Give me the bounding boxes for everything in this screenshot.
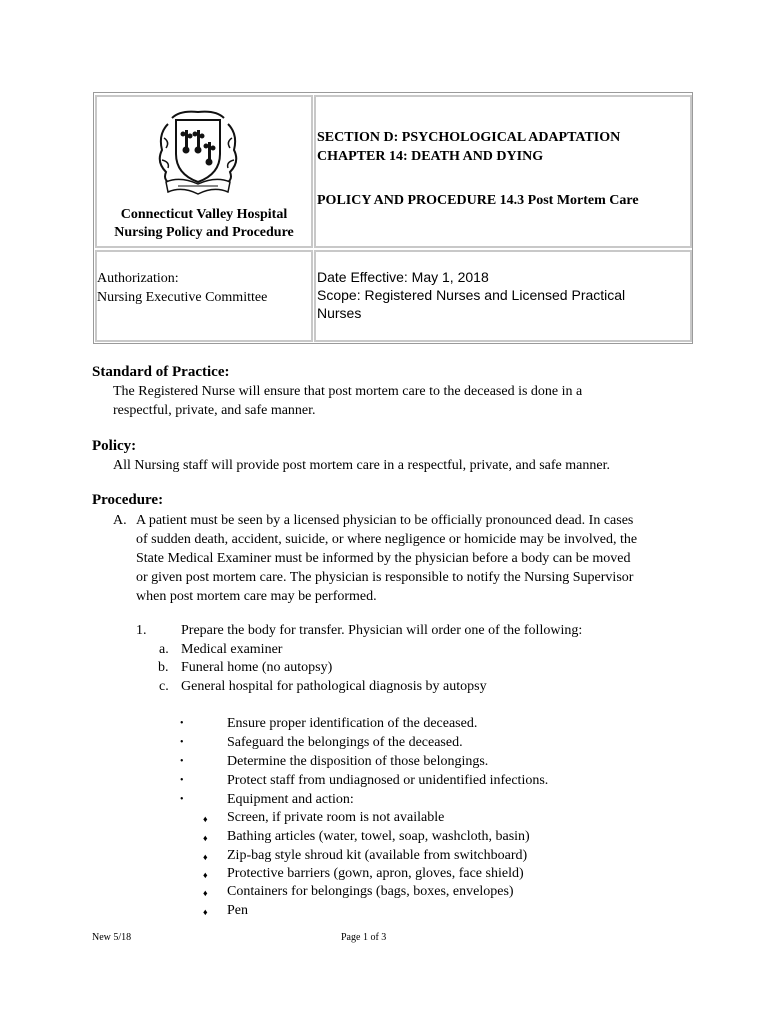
option-label: c. bbox=[159, 679, 169, 694]
bullet-text: Equipment and action: bbox=[227, 792, 354, 807]
section-chapter-title bbox=[317, 128, 620, 166]
scope-line: Nurses bbox=[317, 305, 362, 321]
step-1-label: 1. bbox=[136, 623, 147, 638]
bullet-text: Protect staff from undiagnosed or unidentified infections. bbox=[227, 773, 549, 788]
bullet-text: Ensure proper identification of the deceased. bbox=[227, 716, 478, 731]
diamond-bullet-icon: ♦ bbox=[203, 814, 208, 824]
bullet-icon: • bbox=[180, 718, 184, 729]
bullet-text: Determine the disposition of those belongings. bbox=[227, 754, 489, 769]
bullet-text: Safeguard the belongings of the deceased. bbox=[227, 735, 463, 750]
equipment-item: Zip-bag style shroud kit (available from switchboard) bbox=[227, 848, 528, 863]
hospital-name-line: Nursing Policy and Procedure bbox=[114, 225, 294, 240]
procedure-a-label: A. bbox=[113, 513, 127, 528]
procedure-heading: Procedure: bbox=[92, 492, 164, 508]
diamond-bullet-icon: ♦ bbox=[203, 907, 208, 917]
equipment-item: Bathing articles (water, towel, soap, washcloth, basin) bbox=[227, 829, 530, 844]
procedure-a-line: A patient must be seen by a licensed physician to be officially pronounced dead. In cases bbox=[136, 513, 634, 528]
standard-text bbox=[113, 382, 582, 420]
authorization-label: Authorization: bbox=[97, 271, 179, 286]
option-label: b. bbox=[158, 660, 169, 675]
procedure-a-line: or given post mortem care. The physician is responsible to notify the Nursing Supervisor bbox=[136, 570, 634, 585]
hospital-name-line: Connecticut Valley Hospital bbox=[120, 207, 288, 222]
policy-title: POLICY AND PROCEDURE 14.3 Post Mortem Care bbox=[317, 193, 639, 208]
option-label: a. bbox=[159, 642, 169, 657]
equipment-item: Pen bbox=[227, 903, 248, 918]
diamond-bullet-icon: ♦ bbox=[203, 870, 208, 880]
diamond-bullet-icon: ♦ bbox=[203, 833, 208, 843]
procedure-a-line: of sudden death, accident, suicide, or where negligence or homicide may be involved, the bbox=[136, 532, 638, 547]
procedure-a-line: State Medical Examiner must be informed by the physician before a body can be moved bbox=[136, 551, 631, 566]
step-1-text: Prepare the body for transfer. Physician will order one of the following: bbox=[181, 623, 583, 638]
option-text: Funeral home (no autopsy) bbox=[181, 660, 333, 675]
section-title: SECTION D: PSYCHOLOGICAL ADAPTATION bbox=[317, 130, 621, 145]
footer-page-number: Page 1 of 3 bbox=[341, 932, 387, 943]
diamond-bullet-icon: ♦ bbox=[203, 888, 208, 898]
authorization-value: Nursing Executive Committee bbox=[97, 290, 268, 305]
policy-heading: Policy: bbox=[92, 438, 137, 454]
state-seal-icon bbox=[150, 104, 246, 200]
bullet-icon: • bbox=[180, 756, 184, 767]
equipment-item: Containers for belongings (bags, boxes, envelopes) bbox=[227, 884, 514, 899]
chapter-title: CHAPTER 14: DEATH AND DYING bbox=[317, 149, 544, 164]
bullet-icon: • bbox=[180, 794, 184, 805]
footer-version: New 5/18 bbox=[92, 932, 132, 943]
standard-heading: Standard of Practice: bbox=[92, 364, 230, 380]
equipment-item: Screen, if private room is not available bbox=[227, 810, 445, 825]
procedure-a-text bbox=[136, 511, 637, 606]
equipment-item: Protective barriers (gown, apron, gloves, face shield) bbox=[227, 866, 524, 881]
hospital-name bbox=[96, 206, 312, 242]
standard-line: respectful, private, and safe manner. bbox=[113, 403, 316, 418]
procedure-a-line: when post mortem care may be performed. bbox=[136, 589, 377, 604]
bullet-icon: • bbox=[180, 737, 184, 748]
policy-text: All Nursing staff will provide post mortem care in a respectful, private, and safe manner. bbox=[113, 458, 610, 473]
diamond-bullet-icon: ♦ bbox=[203, 852, 208, 862]
option-text: General hospital for pathological diagnosis by autopsy bbox=[181, 679, 487, 694]
option-text: Medical examiner bbox=[181, 642, 283, 657]
header-title-cell bbox=[314, 95, 692, 248]
authorization-block bbox=[97, 269, 267, 307]
scope-line: Scope: Registered Nurses and Licensed Practical bbox=[317, 287, 626, 303]
date-scope-block bbox=[317, 268, 687, 322]
standard-line: The Registered Nurse will ensure that post mortem care to the deceased is done in a bbox=[113, 384, 583, 399]
date-effective: Date Effective: May 1, 2018 bbox=[317, 269, 489, 285]
bullet-icon: • bbox=[180, 775, 184, 786]
